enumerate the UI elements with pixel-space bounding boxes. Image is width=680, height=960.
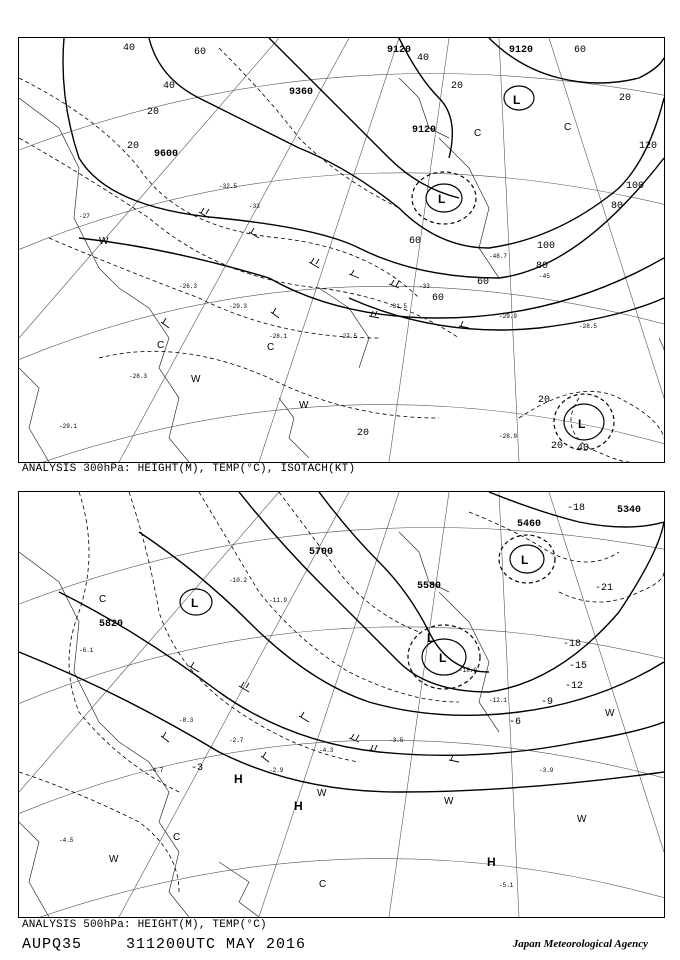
warm-region: W: [444, 796, 454, 807]
pressure-centers-500: [191, 553, 528, 869]
isotherm-label: -15: [569, 661, 588, 672]
isotach-label: 20: [619, 93, 632, 104]
svg-text:-27.5: -27.5: [339, 333, 358, 340]
height-label: 5340: [617, 505, 642, 516]
height-label: 9120: [387, 45, 412, 56]
svg-text:-3.5: -3.5: [389, 737, 404, 744]
svg-text:-4.5: -4.5: [59, 837, 74, 844]
temp-regions-500: [99, 594, 615, 890]
height-labels-300: [154, 45, 533, 160]
low-center: L: [521, 553, 529, 567]
wind-barbs-300: [161, 208, 469, 328]
height-label: 5460: [517, 519, 542, 530]
svg-text:-28.1: -28.1: [269, 333, 288, 340]
isotach-label: 80: [611, 201, 624, 212]
warm-region: W: [99, 236, 109, 247]
warm-region: W: [109, 854, 119, 865]
cold-region: C: [157, 340, 165, 351]
map-300hpa: [19, 38, 664, 462]
svg-text:-29.3: -29.3: [229, 303, 248, 310]
svg-text:-2.9: -2.9: [269, 767, 284, 774]
height-label: 9600: [154, 149, 179, 160]
svg-text:-12.1: -12.1: [489, 697, 508, 704]
isotach-label: 60: [477, 277, 490, 288]
isotach-label: 100: [537, 241, 556, 252]
cold-region: C: [474, 128, 482, 139]
isotach-label: 20: [357, 428, 370, 439]
isotherm-label: -6: [509, 717, 522, 728]
low-center: L: [191, 596, 199, 610]
isotherm-labels-500: [191, 503, 613, 774]
isotach-label: 80: [536, 261, 549, 272]
isotach-label: 20: [451, 81, 464, 92]
height-label: 9360: [289, 87, 314, 98]
svg-text:-11.9: -11.9: [269, 597, 288, 604]
svg-text:-4.7: -4.7: [149, 767, 164, 774]
isotach-label: 40: [577, 443, 590, 454]
isotach-label: 60: [432, 293, 445, 304]
isotach-label: 40: [417, 53, 430, 64]
isotach-label: 60: [574, 45, 587, 56]
svg-text:-33: -33: [419, 283, 430, 290]
svg-text:-26.3: -26.3: [179, 283, 198, 290]
low-center: L: [513, 93, 521, 107]
isotach-label: 20: [551, 441, 564, 452]
isotach-label: 40: [163, 81, 176, 92]
isotach-label: 20: [538, 395, 551, 406]
warm-region: W: [605, 708, 615, 719]
height-labels-500: [99, 505, 641, 630]
chart-panel-500hpa: [18, 491, 665, 918]
cold-region: C: [173, 832, 181, 843]
isotach-label: 20: [147, 107, 160, 118]
closed-lows-300: [412, 86, 614, 450]
caption-500hpa: ANALYSIS 500hPa: HEIGHT(M), TEMP(°C): [22, 919, 267, 931]
low-center: L: [439, 651, 447, 665]
cold-region: C: [99, 594, 107, 605]
high-center: H: [487, 855, 496, 869]
isotach-label: 20: [127, 141, 140, 152]
isotherm-label: -9: [541, 697, 554, 708]
svg-text:-4.3: -4.3: [319, 747, 334, 754]
warm-region: W: [317, 788, 327, 799]
chart-panel-300hpa: [18, 37, 665, 463]
svg-text:-10.2: -10.2: [229, 577, 248, 584]
low-center: L: [438, 192, 446, 206]
high-center: H: [234, 772, 243, 786]
isotherm-label: -3: [191, 763, 204, 774]
isotherm-label: -18: [567, 503, 586, 514]
svg-text:-45: -45: [539, 273, 550, 280]
cold-region: C: [564, 122, 572, 133]
height-label: 9120: [412, 125, 437, 136]
warm-region: W: [299, 400, 309, 411]
svg-text:-29.9: -29.9: [499, 313, 518, 320]
svg-text:-5.1: -5.1: [499, 882, 514, 889]
height-label: 5580: [417, 581, 442, 592]
isotach-label: 60: [194, 47, 207, 58]
svg-text:-28.9: -28.9: [499, 433, 518, 440]
pressure-centers-300: [438, 93, 585, 431]
chart-code: AUPQ35: [22, 936, 83, 953]
valid-time: 311200UTC MAY 2016: [126, 936, 307, 953]
svg-text:-48.7: -48.7: [489, 253, 508, 260]
cold-region: C: [267, 342, 275, 353]
map-500hpa: [19, 492, 664, 917]
height-label: 5700: [309, 547, 334, 558]
warm-region: W: [191, 374, 201, 385]
svg-text:-29.1: -29.1: [59, 423, 78, 430]
svg-text:-33: -33: [249, 203, 260, 210]
svg-text:-27: -27: [79, 213, 90, 220]
caption-300hpa: ANALYSIS 300hPa: HEIGHT(M), TEMP(°C), ISOTACH(KT): [22, 463, 356, 475]
cold-region: C: [319, 879, 327, 890]
svg-text:-18.9: -18.9: [459, 667, 478, 674]
isotherm-label: -21: [595, 583, 614, 594]
high-center: H: [294, 799, 303, 813]
svg-text:-6.1: -6.1: [79, 647, 94, 654]
isotherm-label: -18: [563, 639, 582, 650]
station-temps-500: [59, 577, 554, 889]
svg-text:-3.9: -3.9: [539, 767, 554, 774]
agency-credit: Japan Meteorological Agency: [512, 938, 648, 950]
isotach-label: 120: [639, 141, 658, 152]
isotach-label: 40: [123, 43, 136, 54]
isotherm-label: -12: [565, 681, 584, 692]
height-label: 5820: [99, 619, 124, 630]
closed-lows-500: [180, 535, 555, 689]
isotach-label: 60: [409, 236, 422, 247]
svg-text:-28.3: -28.3: [129, 373, 148, 380]
svg-text:-31.5: -31.5: [389, 303, 408, 310]
low-center: L: [578, 417, 586, 431]
svg-text:-32.5: -32.5: [219, 183, 238, 190]
warm-region: W: [577, 814, 587, 825]
coastlines-300: [19, 78, 664, 462]
low-center: L: [427, 631, 435, 645]
height-label: 9120: [509, 45, 534, 56]
svg-text:-28.5: -28.5: [579, 323, 598, 330]
svg-text:-8.3: -8.3: [179, 717, 194, 724]
svg-text:-2.7: -2.7: [229, 737, 244, 744]
isotach-label: 100: [626, 181, 645, 192]
isotherms-500: [19, 492, 664, 892]
